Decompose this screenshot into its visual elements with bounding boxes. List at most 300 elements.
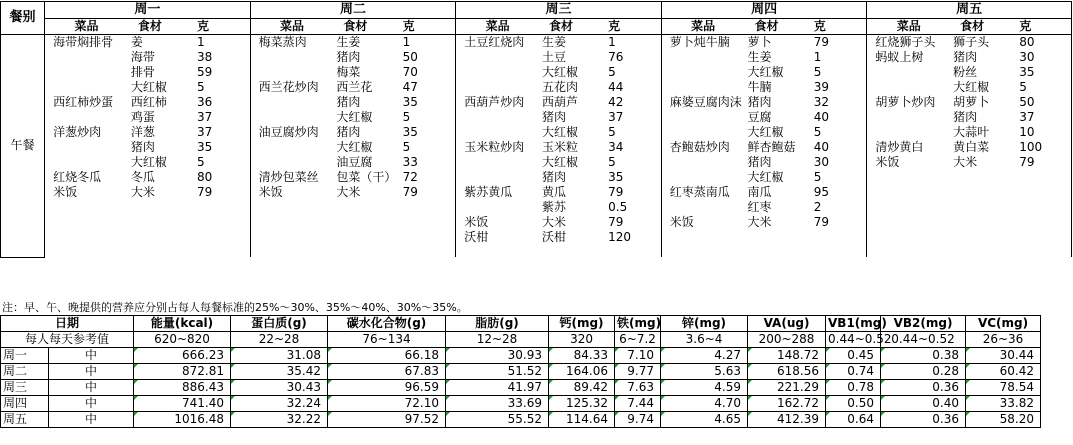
nutrient-value: 33.69 <box>507 396 543 410</box>
sub-header-dish: 菜品 <box>45 19 128 35</box>
nutrient-value: 30.43 <box>286 380 322 394</box>
dish-name <box>250 200 333 215</box>
ingredient-grams: 2 <box>811 200 867 215</box>
nutrient-value: 148.72 <box>777 348 820 362</box>
nutrient-value-cell <box>748 380 826 396</box>
dish-name <box>661 125 744 140</box>
ingredient-grams: 34 <box>605 140 661 155</box>
dish-name <box>45 230 128 245</box>
dish-name <box>45 80 128 95</box>
dish-name <box>250 155 333 170</box>
nutrition-header: VC(mg) <box>966 316 1041 332</box>
dish-name: 红烧冬瓜 <box>45 170 128 185</box>
nutrient-value: 0.64 <box>847 412 875 426</box>
ingredient-name: 大红椒 <box>130 155 167 169</box>
level-cell: 中 <box>49 364 134 380</box>
cell-error-marker-icon <box>615 364 619 368</box>
dish-name: 胡萝卜炒肉 <box>867 95 950 110</box>
ingredient-grams: 32 <box>811 95 867 110</box>
nutrient-value-cell <box>881 396 966 412</box>
nutrient-value-cell <box>328 348 446 364</box>
ingredient-name: 紫苏 <box>541 200 566 214</box>
ingredient-grams <box>400 230 456 245</box>
nutrient-value-cell <box>966 380 1041 396</box>
nutrient-value-cell <box>134 396 231 412</box>
nutrient-value-cell <box>966 396 1041 412</box>
ingredient-grams: 50 <box>400 50 456 65</box>
cell-error-marker-icon <box>328 380 332 384</box>
nutrition-header: 脂肪(g) <box>446 316 549 332</box>
day-cell: 周一 <box>1 348 49 364</box>
dish-name <box>661 65 744 80</box>
nutrient-value: 886.43 <box>182 380 225 394</box>
dish-name: 清炒黄白 <box>867 140 950 155</box>
ingredient-name: 粉丝 <box>953 65 978 79</box>
nutrient-value: 58.20 <box>999 412 1035 426</box>
nutrient-value-cell <box>328 396 446 412</box>
cell-error-marker-icon <box>826 396 830 400</box>
ingredient-name: 猪肉 <box>953 110 978 124</box>
nutrient-value-cell <box>966 364 1041 380</box>
nutrient-value-cell <box>549 348 615 364</box>
cell-error-marker-icon <box>446 380 450 384</box>
dish-name <box>250 50 333 65</box>
menu-row <box>1 170 1072 185</box>
cell-error-marker-icon <box>615 412 619 416</box>
menu-row <box>1 140 1072 155</box>
ingredient-grams: 79 <box>605 215 661 230</box>
nutrient-value: 221.29 <box>777 380 820 394</box>
ingredient-name: 大蒜叶 <box>953 125 990 139</box>
nutrient-value: 125.32 <box>566 396 609 410</box>
ingredient-grams: 35 <box>1016 65 1071 80</box>
sub-header-ingredient: 食材 <box>950 19 1016 35</box>
ingredient-grams: 33 <box>400 155 456 170</box>
ingredient-name: 大红椒 <box>747 170 784 184</box>
nutrition-header: VB1(mg) <box>826 316 881 332</box>
nutrient-value-cell <box>134 412 231 428</box>
nutrient-value-cell <box>881 364 966 380</box>
nutrition-header: 铁(mg) <box>615 316 661 332</box>
nutrient-value-cell <box>231 348 328 364</box>
ingredient-name: 猪肉 <box>336 125 361 139</box>
nutrient-value-cell <box>748 396 826 412</box>
meal-column-header: 餐别 <box>1 2 45 35</box>
ingredient-grams: 37 <box>194 125 250 140</box>
nutrient-value: 30.44 <box>999 348 1035 362</box>
cell-error-marker-icon <box>748 396 752 400</box>
cell-error-marker-icon <box>446 412 450 416</box>
nutrient-value-cell <box>134 380 231 396</box>
nutrient-value-cell <box>328 380 446 396</box>
ingredient-grams: 5 <box>1016 80 1071 95</box>
ingredient-name: 红枣 <box>747 200 772 214</box>
cell-error-marker-icon <box>134 348 138 352</box>
ingredient-grams: 79 <box>811 215 867 230</box>
sub-header-ingredient: 食材 <box>539 19 605 35</box>
dish-name <box>250 140 333 155</box>
nutrient-value: 5.63 <box>714 364 742 378</box>
nutrient-value: 0.50 <box>847 396 875 410</box>
ingredient-grams: 1 <box>194 35 250 51</box>
ingredient-grams: 1 <box>811 50 867 65</box>
nutrient-value-cell <box>661 364 748 380</box>
empty-cell <box>45 245 128 257</box>
ingredient-name: 豆腐 <box>747 110 772 124</box>
nutrient-value: 89.42 <box>573 380 609 394</box>
menu-row <box>1 65 1072 80</box>
reference-value: 320 <box>549 332 615 348</box>
cell-error-marker-icon <box>748 380 752 384</box>
ingredient-name: 姜 <box>130 35 143 49</box>
nutrient-value-cell <box>549 412 615 428</box>
nutrient-value: 1016.48 <box>174 412 225 426</box>
ingredient-grams: 10 <box>1016 125 1071 140</box>
ingredient-name: 海带 <box>130 50 155 64</box>
ingredient-name: 猪肉 <box>953 50 978 64</box>
reference-value: 22~28 <box>231 332 328 348</box>
ingredient-name: 玉米粒 <box>541 140 578 154</box>
cell-error-marker-icon <box>328 396 332 400</box>
cell-error-marker-icon <box>134 380 138 384</box>
ingredient-grams: 5 <box>605 155 661 170</box>
ingredient-name: 大米 <box>953 155 978 169</box>
empty-cell <box>250 245 333 257</box>
dish-name: 海带焖排骨 <box>45 35 128 51</box>
ingredient-name: 猪肉 <box>541 110 566 124</box>
dish-name: 土豆红烧肉 <box>456 35 539 51</box>
nutrient-value: 41.97 <box>507 380 543 394</box>
ingredient-grams: 35 <box>605 170 661 185</box>
dish-name <box>661 170 744 185</box>
day-cell: 周三 <box>1 380 49 396</box>
dish-name: 蚂蚁上树 <box>867 50 950 65</box>
ingredient-name: 猪肉 <box>541 170 566 184</box>
nutrient-value: 0.74 <box>847 364 875 378</box>
cell-error-marker-icon <box>446 396 450 400</box>
nutrient-value-cell <box>615 380 661 396</box>
ingredient-name: 南瓜 <box>747 185 772 199</box>
empty-cell <box>400 245 456 257</box>
nutrient-value-cell <box>231 396 328 412</box>
ingredient-grams: 37 <box>1016 110 1071 125</box>
dish-name: 西兰花炒肉 <box>250 80 333 95</box>
ingredient-grams: 72 <box>400 170 456 185</box>
dish-name <box>45 155 128 170</box>
sub-header-ingredient: 食材 <box>745 19 811 35</box>
dish-name: 油豆腐炒肉 <box>250 125 333 140</box>
nutrient-value: 84.33 <box>573 348 609 362</box>
nutrient-value-cell <box>231 364 328 380</box>
dish-name <box>456 50 539 65</box>
dish-name <box>250 230 333 245</box>
nutrient-value-cell <box>549 396 615 412</box>
ingredient-grams: 100 <box>1016 140 1071 155</box>
ingredient-grams: 79 <box>400 185 456 200</box>
ingredient-name: 土豆 <box>541 50 566 64</box>
cell-error-marker-icon <box>328 412 332 416</box>
nutrient-value: 51.52 <box>507 364 543 378</box>
nutrient-value-cell <box>748 348 826 364</box>
ingredient-name: 洋葱 <box>130 125 155 139</box>
level-cell: 中 <box>49 412 134 428</box>
cell-error-marker-icon <box>966 348 970 352</box>
nutrient-value: 164.06 <box>566 364 609 378</box>
dish-name: 沃柑 <box>456 230 539 245</box>
nutrient-value-cell <box>328 364 446 380</box>
ingredient-grams: 36 <box>194 95 250 110</box>
menu-row <box>1 50 1072 65</box>
ingredient-grams: 80 <box>194 170 250 185</box>
dish-name <box>456 125 539 140</box>
nutrient-value-cell <box>748 364 826 380</box>
reference-value: 0.44~0.52 <box>826 332 881 348</box>
cell-error-marker-icon <box>134 364 138 368</box>
dish-name <box>45 200 128 215</box>
cell-error-marker-icon <box>231 380 235 384</box>
ingredient-grams: 1 <box>605 35 661 51</box>
nutrition-row <box>1 380 1041 396</box>
nutrient-value-cell <box>661 348 748 364</box>
dish-name <box>661 80 744 95</box>
dish-name: 米饭 <box>250 185 333 200</box>
cell-error-marker-icon <box>881 396 885 400</box>
ingredient-name: 大红椒 <box>541 155 578 169</box>
sub-header-ingredient: 食材 <box>333 19 399 35</box>
dish-name <box>45 110 128 125</box>
sub-header-grams: 克 <box>1016 19 1071 35</box>
empty-cell <box>456 245 539 257</box>
ingredient-name <box>128 215 194 230</box>
ingredient-name: 猪肉 <box>130 140 155 154</box>
nutrient-value-cell <box>661 412 748 428</box>
cell-error-marker-icon <box>748 364 752 368</box>
nutrient-value-cell <box>446 380 549 396</box>
nutrient-value: 0.38 <box>932 348 960 362</box>
empty-cell <box>605 245 661 257</box>
cell-error-marker-icon <box>881 348 885 352</box>
cell-error-marker-icon <box>549 364 553 368</box>
menu-row <box>1 125 1072 140</box>
cell-error-marker-icon <box>231 348 235 352</box>
nutrient-value-cell <box>615 412 661 428</box>
reference-value: 0.44~0.52 <box>881 332 966 348</box>
nutrient-value: 97.52 <box>404 412 440 426</box>
nutrient-value: 72.10 <box>404 396 440 410</box>
reference-value: 3.6~4 <box>661 332 748 348</box>
meal-label: 午餐 <box>1 35 45 258</box>
nutrient-value: 0.36 <box>932 412 960 426</box>
dish-name: 西葫芦炒肉 <box>456 95 539 110</box>
dish-name: 西红柿炒蛋 <box>45 95 128 110</box>
ingredient-grams <box>194 215 250 230</box>
reference-value: 6~7.2 <box>615 332 661 348</box>
ingredient-name: 西兰花 <box>336 80 373 94</box>
ingredient-name: 油豆腐 <box>336 155 373 169</box>
nutrient-value-cell <box>661 396 748 412</box>
nutrition-header: 蛋白质(g) <box>231 316 328 332</box>
dish-name <box>250 215 333 230</box>
ingredient-grams <box>811 230 867 245</box>
nutrient-value: 4.59 <box>714 380 742 394</box>
ingredient-name: 鸡蛋 <box>130 110 155 124</box>
nutrient-value: 4.65 <box>714 412 742 426</box>
dish-name <box>456 170 539 185</box>
dish-name <box>867 80 950 95</box>
ingredient-name: 大米 <box>541 215 566 229</box>
ingredient-grams: 40 <box>811 140 867 155</box>
ingredient-name: 大红椒 <box>541 65 578 79</box>
nutrient-value-cell <box>615 396 661 412</box>
sub-header-row <box>1 19 1072 35</box>
ingredient-grams: 40 <box>811 110 867 125</box>
nutrition-header: VB2(mg) <box>881 316 966 332</box>
nutrient-value-cell <box>549 380 615 396</box>
dish-name <box>45 50 128 65</box>
nutrient-value: 0.36 <box>932 380 960 394</box>
reference-value: 26~36 <box>966 332 1041 348</box>
dish-name <box>45 140 128 155</box>
ingredient-grams: 50 <box>1016 95 1071 110</box>
ingredient-grams <box>1016 230 1071 245</box>
ingredient-name: 冬瓜 <box>130 170 155 184</box>
dish-name <box>661 155 744 170</box>
nutrient-value: 741.40 <box>182 396 225 410</box>
ingredient-name: 大红椒 <box>747 125 784 139</box>
nutrient-value-cell <box>881 380 966 396</box>
nutrient-value: 66.18 <box>404 348 440 362</box>
nutrient-value: 7.10 <box>627 348 655 362</box>
ingredient-name: 大红椒 <box>336 140 373 154</box>
empty-cell <box>333 245 399 257</box>
nutrition-row <box>1 348 1041 364</box>
ingredient-grams: 70 <box>400 65 456 80</box>
reference-label: 每人每天参考值 <box>1 332 134 348</box>
cell-error-marker-icon <box>661 412 665 416</box>
ingredient-grams: 38 <box>194 50 250 65</box>
ingredient-name: 沃柑 <box>541 230 566 244</box>
sub-header-grams: 克 <box>605 19 661 35</box>
day-header: 周五 <box>867 2 1072 19</box>
ingredient-grams: 5 <box>400 110 456 125</box>
cell-error-marker-icon <box>661 364 665 368</box>
cell-error-marker-icon <box>549 380 553 384</box>
dish-name: 洋葱炒肉 <box>45 125 128 140</box>
ingredient-name: 大红椒 <box>747 65 784 79</box>
nutrient-value-cell <box>881 412 966 428</box>
cell-error-marker-icon <box>446 364 450 368</box>
ingredient-grams: 76 <box>605 50 661 65</box>
cell-error-marker-icon <box>231 364 235 368</box>
lunch-menu-table <box>0 1 1072 258</box>
ingredient-grams: 39 <box>811 80 867 95</box>
nutrient-value: 67.83 <box>404 364 440 378</box>
ingredient-name <box>333 215 399 230</box>
day-header: 周三 <box>456 2 662 19</box>
ingredient-grams <box>400 215 456 230</box>
ingredient-grams: 59 <box>194 65 250 80</box>
empty-cell <box>539 245 605 257</box>
nutrition-header: 碳水化合物(g) <box>328 316 446 332</box>
dish-name <box>250 110 333 125</box>
cell-error-marker-icon <box>826 412 830 416</box>
dish-name: 麻婆豆腐肉沫 <box>661 95 744 110</box>
ingredient-name <box>950 230 1016 245</box>
ingredient-grams: 35 <box>400 125 456 140</box>
ingredient-name: 排骨 <box>130 65 155 79</box>
nutrient-value: 35.42 <box>286 364 322 378</box>
nutrient-value-cell <box>231 412 328 428</box>
dish-name: 萝卜炖牛腩 <box>661 35 744 51</box>
dish-name: 梅菜蒸肉 <box>250 35 333 51</box>
nutrient-value-cell <box>881 348 966 364</box>
cell-error-marker-icon <box>134 396 138 400</box>
reference-row <box>1 332 1041 348</box>
ingredient-grams: 1 <box>400 35 456 51</box>
menu-row <box>1 155 1072 170</box>
cell-error-marker-icon <box>446 348 450 352</box>
nutrient-value-cell <box>134 364 231 380</box>
reference-value: 76~134 <box>328 332 446 348</box>
ingredient-name: 猪肉 <box>747 155 772 169</box>
reference-value: 12~28 <box>446 332 549 348</box>
ingredient-name: 包菜（干） <box>336 170 397 184</box>
ingredient-grams: 79 <box>1016 155 1071 170</box>
nutrient-value: 9.77 <box>627 364 655 378</box>
ingredient-name: 大米 <box>336 185 361 199</box>
dish-name: 米饭 <box>867 155 950 170</box>
sub-header-ingredient: 食材 <box>128 19 194 35</box>
nutrient-value: 55.52 <box>507 412 543 426</box>
nutrient-value: 4.70 <box>714 396 742 410</box>
empty-cell <box>745 245 811 257</box>
ingredient-grams <box>400 200 456 215</box>
dish-name: 米饭 <box>456 215 539 230</box>
ingredient-grams: 120 <box>605 230 661 245</box>
dish-name <box>456 200 539 215</box>
day-cell: 周五 <box>1 412 49 428</box>
nutrition-table <box>0 315 1041 428</box>
dish-name <box>867 215 950 230</box>
nutrient-value-cell <box>446 412 549 428</box>
ingredient-grams <box>1016 170 1071 185</box>
nutrient-value-cell <box>615 348 661 364</box>
nutrient-value-cell <box>446 348 549 364</box>
ingredient-grams: 30 <box>1016 50 1071 65</box>
nutrient-value-cell <box>661 380 748 396</box>
ingredient-name: 西红柿 <box>130 95 167 109</box>
dish-name <box>867 200 950 215</box>
nutrient-value: 60.42 <box>999 364 1035 378</box>
ingredient-name: 大红椒 <box>130 80 167 94</box>
menu-row <box>1 230 1072 245</box>
dish-name: 紫苏黄瓜 <box>456 185 539 200</box>
dish-name <box>867 110 950 125</box>
cell-error-marker-icon <box>615 348 619 352</box>
ingredient-grams: 5 <box>194 155 250 170</box>
level-cell: 中 <box>49 380 134 396</box>
dish-name <box>45 215 128 230</box>
nutrient-value-cell <box>134 348 231 364</box>
cell-error-marker-icon <box>231 396 235 400</box>
nutrient-value-cell <box>549 364 615 380</box>
ingredient-grams: 44 <box>605 80 661 95</box>
sub-header-dish: 菜品 <box>867 19 950 35</box>
ingredient-name: 生姜 <box>747 50 772 64</box>
cell-error-marker-icon <box>134 412 138 416</box>
ingredient-name: 猪肉 <box>747 95 772 109</box>
sub-header-dish: 菜品 <box>661 19 744 35</box>
